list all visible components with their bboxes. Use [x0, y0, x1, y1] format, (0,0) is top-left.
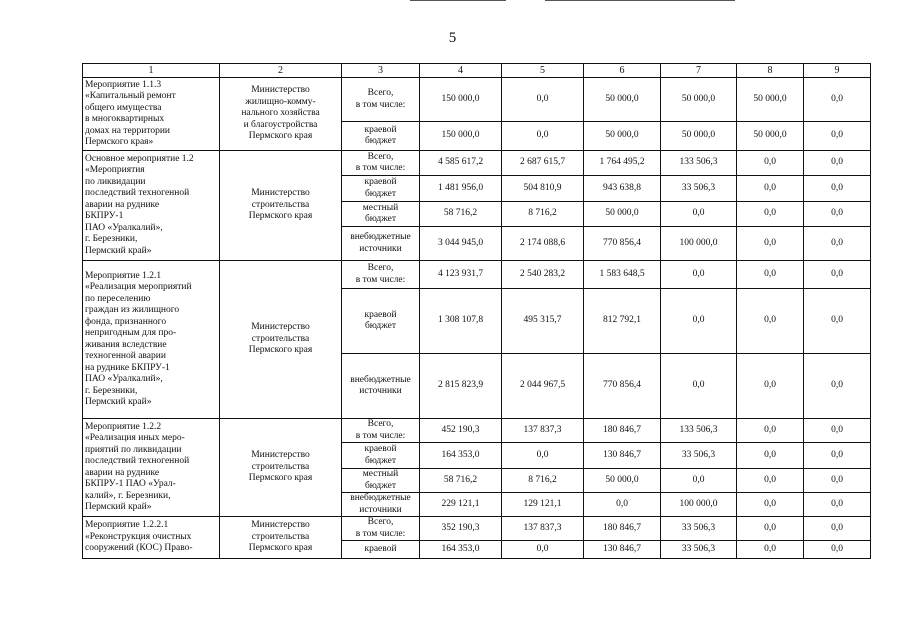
amount-cell: 0,0: [737, 419, 804, 443]
amount-cell: 0,0: [661, 354, 737, 419]
amount-cell: 0,0: [737, 541, 804, 559]
amount-cell: 137 837,3: [502, 517, 584, 541]
amount-cell: 33 506,3: [661, 517, 737, 541]
amount-cell: 8 716,2: [502, 202, 584, 227]
amount-cell: 0,0: [661, 261, 737, 289]
measure-name-cell: Мероприятие 1.2.2 «Реализация иных меро- приятий по ликвидации последствий техногенной аварии на руднике БКПРУ-1 ПАО «Урал- калий», г. Березники, Пермский край»: [83, 419, 220, 517]
page-number: 5: [448, 30, 457, 46]
column-header: 9: [804, 64, 871, 78]
amount-cell: 0,0: [661, 469, 737, 493]
funding-source-cell: краевой бюджет: [342, 122, 420, 151]
funding-source-cell: местный бюджет: [342, 202, 420, 227]
amount-cell: 0,0: [804, 289, 871, 354]
executor-cell: Министерство строительства Пермского края: [220, 151, 342, 261]
amount-cell: 100 000,0: [661, 227, 737, 261]
amount-cell: 0,0: [737, 202, 804, 227]
amount-cell: 770 856,4: [584, 227, 661, 261]
amount-cell: 0,0: [737, 289, 804, 354]
amount-cell: 0,0: [661, 289, 737, 354]
funding-source-cell: Всего, в том числе:: [342, 78, 420, 122]
column-header: 8: [737, 64, 804, 78]
amount-cell: 50 000,0: [737, 122, 804, 151]
top-rule-left: [410, 0, 506, 1]
amount-cell: 150 000,0: [420, 78, 502, 122]
column-header: 1: [83, 64, 220, 78]
amount-cell: 0,0: [737, 176, 804, 202]
executor-cell: Министерство строительства Пермского края: [220, 517, 342, 559]
amount-cell: 0,0: [804, 443, 871, 469]
amount-cell: 2 540 283,2: [502, 261, 584, 289]
amount-cell: 812 792,1: [584, 289, 661, 354]
column-header: 4: [420, 64, 502, 78]
table-row: [83, 419, 871, 443]
amount-cell: 352 190,3: [420, 517, 502, 541]
funding-source-cell: Всего, в том числе:: [342, 419, 420, 443]
amount-cell: 0,0: [502, 443, 584, 469]
amount-cell: 0,0: [502, 541, 584, 559]
amount-cell: 452 190,3: [420, 419, 502, 443]
funding-source-cell: краевой бюджет: [342, 176, 420, 202]
column-header: 2: [220, 64, 342, 78]
amount-cell: 100 000,0: [661, 493, 737, 517]
amount-cell: 0,0: [804, 202, 871, 227]
amount-cell: 1 583 648,5: [584, 261, 661, 289]
amount-cell: 0,0: [804, 493, 871, 517]
amount-cell: 133 506,3: [661, 419, 737, 443]
amount-cell: 130 846,7: [584, 541, 661, 559]
amount-cell: 150 000,0: [420, 122, 502, 151]
financing-table: [82, 63, 871, 559]
amount-cell: 50 000,0: [737, 78, 804, 122]
amount-cell: 0,0: [737, 443, 804, 469]
amount-cell: 2 044 967,5: [502, 354, 584, 419]
amount-cell: 133 506,3: [661, 151, 737, 176]
amount-cell: 0,0: [737, 261, 804, 289]
executor-cell: Министерство строительства Пермского края: [220, 261, 342, 419]
amount-cell: 229 121,1: [420, 493, 502, 517]
measure-name-cell: Мероприятие 1.2.1 «Реализация мероприятий по переселению граждан из жилищного фонда, признанного непригодным для про- живания вследствие техногенной аварии на руднике БКПРУ-1 ПАО «Уралкалий», г. Березники, Пермский край»: [83, 261, 220, 419]
amount-cell: 130 846,7: [584, 443, 661, 469]
amount-cell: 50 000,0: [584, 122, 661, 151]
amount-cell: 0,0: [737, 517, 804, 541]
amount-cell: 58 716,2: [420, 202, 502, 227]
amount-cell: 58 716,2: [420, 469, 502, 493]
amount-cell: 0,0: [502, 122, 584, 151]
amount-cell: 3 044 945,0: [420, 227, 502, 261]
column-header: 6: [584, 64, 661, 78]
column-header: 7: [661, 64, 737, 78]
funding-source-cell: Всего, в том числе:: [342, 517, 420, 541]
amount-cell: 495 315,7: [502, 289, 584, 354]
funding-source-cell: Всего, в том числе:: [342, 261, 420, 289]
column-header: 3: [342, 64, 420, 78]
measure-name-cell: Мероприятие 1.2.2.1 «Реконструкция очистных сооружений (КОС) Право-: [83, 517, 220, 559]
amount-cell: 0,0: [804, 78, 871, 122]
amount-cell: 4 123 931,7: [420, 261, 502, 289]
amount-cell: 943 638,8: [584, 176, 661, 202]
measure-name-cell: Мероприятие 1.1.3 «Капитальный ремонт общего имущества в многоквартирных домах на территории Пермского края»: [83, 78, 220, 151]
table-row: [83, 78, 871, 122]
amount-cell: 33 506,3: [661, 541, 737, 559]
amount-cell: 0,0: [737, 469, 804, 493]
funding-source-cell: краевой бюджет: [342, 289, 420, 354]
table-row: [83, 261, 871, 289]
amount-cell: 0,0: [584, 493, 661, 517]
amount-cell: 50 000,0: [661, 78, 737, 122]
amount-cell: 50 000,0: [584, 469, 661, 493]
amount-cell: 2 174 088,6: [502, 227, 584, 261]
executor-cell: Министерство строительства Пермского края: [220, 419, 342, 517]
amount-cell: 0,0: [737, 227, 804, 261]
amount-cell: 0,0: [804, 122, 871, 151]
table-row: [83, 151, 871, 176]
amount-cell: 0,0: [661, 202, 737, 227]
amount-cell: 1 481 956,0: [420, 176, 502, 202]
amount-cell: 1 764 495,2: [584, 151, 661, 176]
top-rule-right: [545, 0, 735, 1]
amount-cell: 0,0: [804, 227, 871, 261]
amount-cell: 2 687 615,7: [502, 151, 584, 176]
amount-cell: 0,0: [804, 419, 871, 443]
amount-cell: 180 846,7: [584, 517, 661, 541]
column-header: 5: [502, 64, 584, 78]
amount-cell: 180 846,7: [584, 419, 661, 443]
amount-cell: 50 000,0: [584, 78, 661, 122]
amount-cell: 164 353,0: [420, 541, 502, 559]
amount-cell: 1 308 107,8: [420, 289, 502, 354]
funding-source-cell: краевой: [342, 541, 420, 559]
amount-cell: 50 000,0: [661, 122, 737, 151]
amount-cell: 0,0: [804, 517, 871, 541]
amount-cell: 0,0: [737, 151, 804, 176]
amount-cell: 0,0: [737, 493, 804, 517]
amount-cell: 4 585 617,2: [420, 151, 502, 176]
funding-source-cell: краевой бюджет: [342, 443, 420, 469]
amount-cell: 164 353,0: [420, 443, 502, 469]
amount-cell: 33 506,3: [661, 176, 737, 202]
amount-cell: 0,0: [502, 78, 584, 122]
funding-source-cell: внебюджетные источники: [342, 493, 420, 517]
header-row: [83, 64, 871, 78]
amount-cell: 0,0: [804, 176, 871, 202]
amount-cell: 129 121,1: [502, 493, 584, 517]
amount-cell: 0,0: [737, 354, 804, 419]
amount-cell: 0,0: [804, 354, 871, 419]
funding-source-cell: внебюджетные источники: [342, 227, 420, 261]
amount-cell: 504 810,9: [502, 176, 584, 202]
amount-cell: 0,0: [804, 469, 871, 493]
amount-cell: 50 000,0: [584, 202, 661, 227]
funding-source-cell: Всего, в том числе:: [342, 151, 420, 176]
measure-name-cell: Основное мероприятие 1.2 «Мероприятия по ликвидации последствий техногенной аварии на руднике БКПРУ-1 ПАО «Уралкалий», г. Березники, Пермский край»: [83, 151, 220, 261]
table-row: [83, 517, 871, 541]
executor-cell: Министерство жилищно-комму- нального хозяйства и благоустройства Пермского края: [220, 78, 342, 151]
amount-cell: 33 506,3: [661, 443, 737, 469]
amount-cell: 2 815 823,9: [420, 354, 502, 419]
amount-cell: 0,0: [804, 541, 871, 559]
amount-cell: 137 837,3: [502, 419, 584, 443]
funding-source-cell: местный бюджет: [342, 469, 420, 493]
amount-cell: 0,0: [804, 151, 871, 176]
amount-cell: 770 856,4: [584, 354, 661, 419]
amount-cell: 8 716,2: [502, 469, 584, 493]
funding-source-cell: внебюджетные источники: [342, 354, 420, 419]
amount-cell: 0,0: [804, 261, 871, 289]
